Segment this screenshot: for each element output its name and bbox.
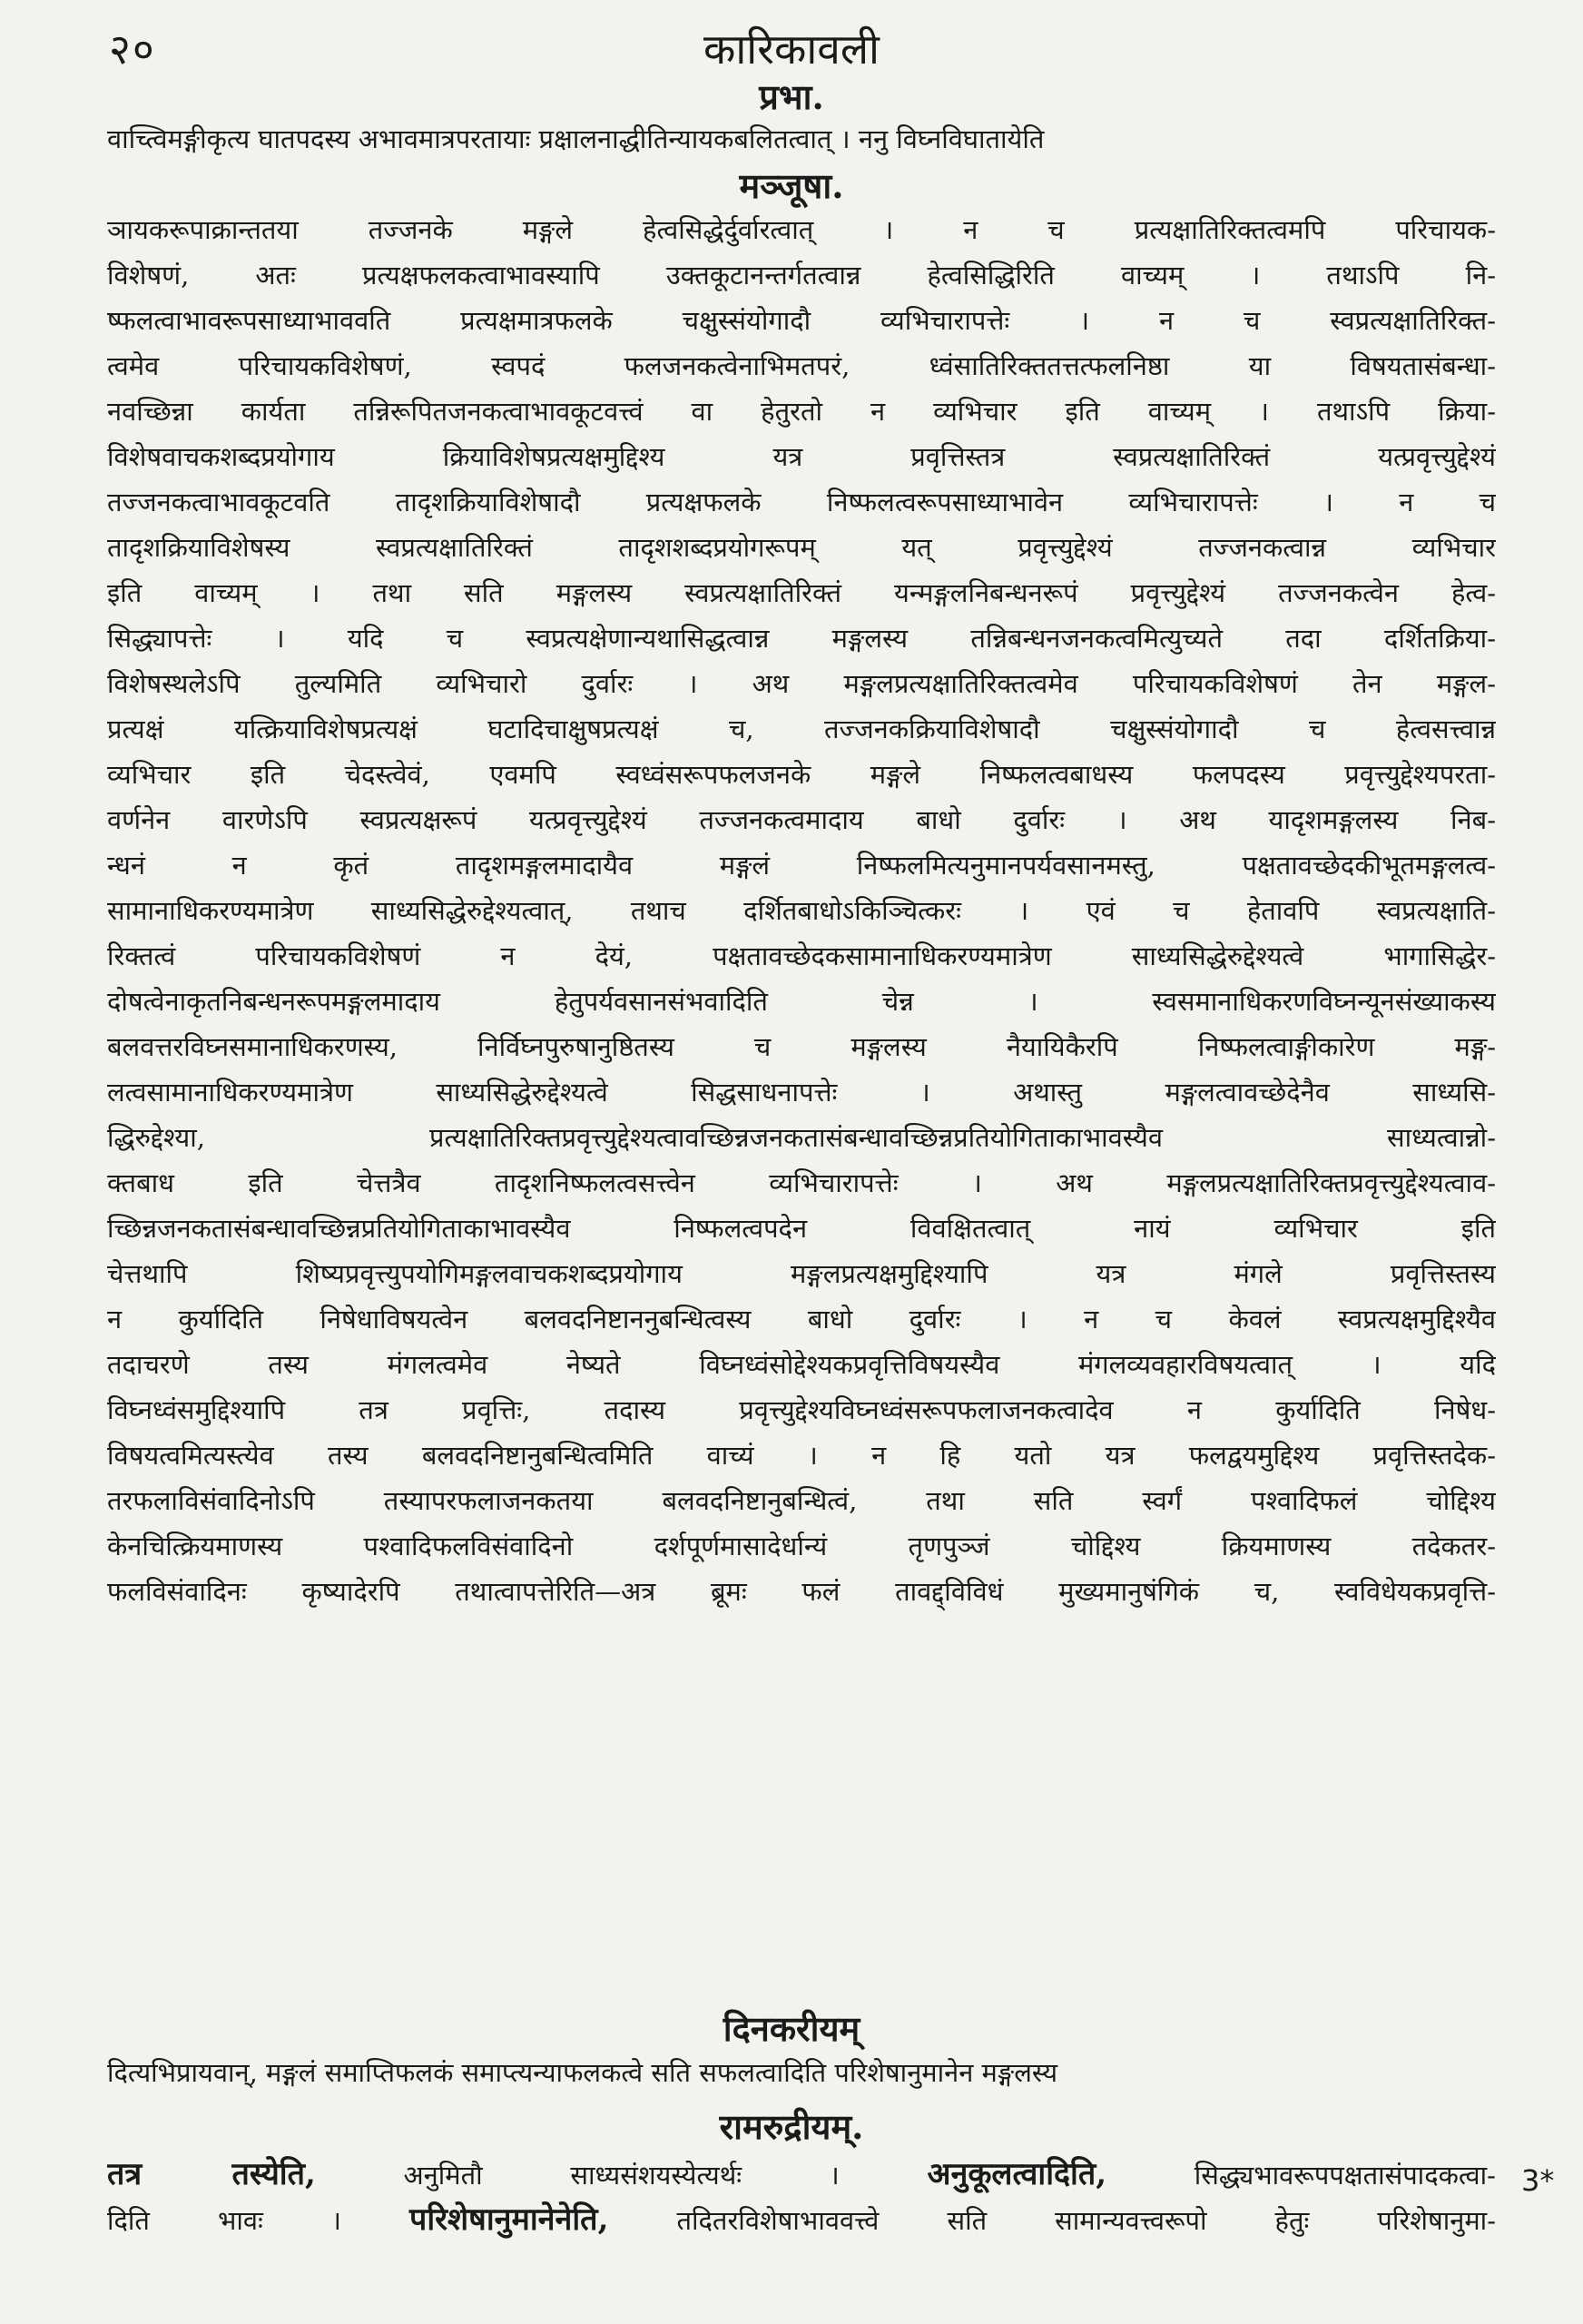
text-line: ञायकरूपाक्रान्ततया तज्जनके मङ्गले हेत्वसिद्धेर्दुर्वारत्वात् । न च प्रत्यक्षातिरिक्तत्वमपि परिचायक- bbox=[107, 214, 1496, 245]
text-line bbox=[107, 2197, 1496, 2242]
gloss-text: सिद्ध्यभावरूपपक्षतासंपादकत्वा- bbox=[1106, 2160, 1496, 2191]
page-number: २० bbox=[109, 25, 156, 74]
text-line: न्धनं न कृतं तादृशमङ्गलमादायैव मङ्गलं निष्फलमित्यनुमानपर्यवसानमस्तु, पक्षतावच्छेदकीभूतमङ्गलत्व- bbox=[107, 850, 1496, 881]
section-heading-dinakariyam: दिनकरीयम् bbox=[723, 2008, 860, 2049]
text-line: बलवत्तरविघ्नसमानाधिकरणस्य, निर्विघ्नपुरुषानुष्ठितस्य च मङ्गलस्य नैयायिकैरपि निष्फलत्वाङ्गीकारेण मङ्ग- bbox=[107, 1031, 1496, 1062]
text-line: क्तबाध इति चेत्तत्रैव तादृशनिष्फलत्वसत्त्वेन व्यभिचारापत्तेः । अथ मङ्गलप्रत्यक्षातिरिक्तप्रवृत्त्युद्देश्यत्वाव- bbox=[107, 1167, 1496, 1198]
text-line: लत्वसामानाधिकरण्यमात्रेण साध्यसिद्धेरुद्देश्यत्वे सिद्धसाधनापत्तेः । अथास्तु मङ्गलत्वावच्छेदेनैव साध्यसि- bbox=[107, 1077, 1496, 1108]
text-line: नवच्छिन्ना कार्यता तन्निरूपितजनकत्वाभावकूटवत्त्वं वा हेतुरतो न व्यभिचार इति वाच्यम् । तथाऽपि क्रिया- bbox=[107, 396, 1496, 427]
margin-note: 3* bbox=[1521, 2163, 1555, 2198]
text-line: त्वमेव परिचायकविशेषणं, स्वपदं फलजनकत्वेनाभिमतपरं, ध्वंसातिरिक्ततत्तत्फलनिष्ठा या विषयतासंबन्धा- bbox=[107, 350, 1496, 381]
text-line: सिद्ध्यापत्तेः । यदि च स्वप्रत्यक्षेणान्यथासिद्धत्वान्न मङ्गलस्य तन्निबन्धनजनकत्वमित्युच्यते तदा दर्शितक्रिया- bbox=[107, 623, 1496, 654]
text-line: चेत्तथापि शिष्यप्रवृत्त्युपयोगिमङ्गलवाचकशब्दप्रयोगाय मङ्गलप्रत्यक्षमुद्दिश्यापि यत्र मंगले प्रवृत्तिस्तस्य bbox=[107, 1258, 1496, 1289]
gloss-term: तत्र तस्येति, bbox=[107, 2156, 316, 2192]
text-line: ष्फलत्वाभावरूपसाध्याभाववति प्रत्यक्षमात्रफलके चक्षुस्संयोगादौ व्यभिचारापत्तेः । न च स्वप्रत्यक्षातिरिक्त- bbox=[107, 305, 1496, 336]
gloss-term: परिशेषानुमानेनेति, bbox=[409, 2201, 609, 2238]
text-line: तदाचरणे तस्य मंगलत्वमेव नेष्यते विघ्नध्वंसोद्देश्यकप्रवृत्तिविषयस्यैव मंगलव्यवहारविषयत्वात् । यदि bbox=[107, 1349, 1496, 1380]
section-heading-manjusha: मञ्जूषा. bbox=[739, 165, 844, 206]
section-heading-ramarudriyam: रामरुद्रीयम्. bbox=[719, 2106, 864, 2147]
text-line: प्रत्यक्षं यत्क्रियाविशेषप्रत्यक्षं घटादिचाक्षुषप्रत्यक्षं च, तज्जनकक्रियाविशेषादौ चक्षुस्संयोगादौ च हेत्वसत्त्वान्न bbox=[107, 714, 1496, 744]
text-line: सामानाधिकरण्यमात्रेण साध्यसिद्धेरुद्देश्यत्वात्, तथाच दर्शितबाधोऽकिञ्चित्करः । एवं च हेतावपि स्वप्रत्यक्षाति- bbox=[107, 895, 1496, 926]
section-heading-prabha: प्रभा. bbox=[759, 76, 824, 117]
gloss-text: तदितरविशेषाभाववत्त्वे सति सामान्यवत्त्वरूपो हेतुः परिशेषानुमा- bbox=[608, 2205, 1496, 2236]
dinakariyam-text bbox=[107, 2050, 1496, 2095]
running-title: कारिकावली bbox=[703, 25, 880, 74]
gloss-text: दिति भावः । bbox=[107, 2205, 410, 2236]
text-line: वाच्त्विमङ्गीकृत्य घातपदस्य अभावमात्रपरतायाः प्रक्षालनाद्धीतिन्यायकबलितत्वात् । ननु विघ्नविघातायेति bbox=[107, 123, 1045, 154]
prabha-text bbox=[107, 116, 1496, 162]
gloss-term: अनुकूलत्वादिति, bbox=[927, 2156, 1107, 2192]
manjusha-text bbox=[107, 207, 1496, 1614]
text-line: तरफलाविसंवादिनोऽपि तस्यापरफलाजनकतया बलवदनिष्टानुबन्धित्वं, तथा सति स्वर्गं पश्वादिफलं चोद्दिश्य bbox=[107, 1485, 1496, 1516]
text-line: वर्णनेन वारणेऽपि स्वप्रत्यक्षरूपं यत्प्रवृत्त्युद्देश्यं तज्जनकत्वमादाय बाधो दुर्वारः । अथ यादृशमङ्गलस्य निब- bbox=[107, 804, 1496, 835]
text-line: तादृशक्रियाविशेषस्य स्वप्रत्यक्षातिरिक्तं तादृशशब्दप्रयोगरूपम् यत् प्रवृत्त्युद्देश्यं तज्जनकत्वान्न व्यभिचार bbox=[107, 532, 1496, 563]
text-line bbox=[107, 2152, 1496, 2197]
gloss-text: अनुमितौ साध्यसंशयस्येत्यर्थः । bbox=[315, 2160, 928, 2191]
text-line: इति वाच्यम् । तथा सति मङ्गलस्य स्वप्रत्यक्षातिरिक्तं यन्मङ्गलनिबन्धनरूपं प्रवृत्त्युद्देश्यं तज्जनकत्वेन हेत्व- bbox=[107, 577, 1496, 608]
text-line: दित्यभिप्रायवान्, मङ्गलं समाप्तिफलकं समाप्त्यन्याफलकत्वे सति सफलत्वादिति परिशेषानुमानेन मङ्गलस्य bbox=[107, 2057, 1058, 2088]
text-line: विघ्नध्वंसमुद्दिश्यापि तत्र प्रवृत्तिः, तदास्य प्रवृत्त्युद्देश्यविघ्नध्वंसरूपफलाजनकत्वादेव न कुर्यादिति निषेध- bbox=[107, 1394, 1496, 1425]
text-line: विशेषणं, अतः प्रत्यक्षफलकत्वाभावस्यापि उक्तकूटानन्तर्गतत्वान्न हेत्वसिद्धिरिति वाच्यम् । तथाऽपि नि- bbox=[107, 260, 1496, 290]
text-line: व्यभिचार इति चेदस्त्वेवं, एवमपि स्वध्वंसरूपफलजनके मङ्गले निष्फलत्वबाधस्य फलपदस्य प्रवृत्त्युद्देश्यपरता- bbox=[107, 759, 1496, 790]
text-line: दोषत्वेनाकृतनिबन्धनरूपमङ्गलमादाय हेतुपर्यवसानसंभवादिति चेन्न । स्वसमानाधिकरणविघ्नन्यूनसंख्याकस्य bbox=[107, 986, 1496, 1017]
text-line: विषयत्वमित्यस्त्येव तस्य बलवदनिष्टानुबन्धित्वमिति वाच्यं । न हि यतो यत्र फलद्वयमुद्दिश्य प्रवृत्तिस्तदेक- bbox=[107, 1440, 1496, 1471]
text-line: केनचित्क्रियमाणस्य पश्वादिफलविसंवादिनो दर्शपूर्णमासादेर्धान्यं तृणपुञ्जं चोद्दिश्य क्रियमाणस्य तदेकतर- bbox=[107, 1531, 1496, 1561]
text-line: तज्जनकत्वाभावकूटवति तादृशक्रियाविशेषादौ प्रत्यक्षफलके निष्फलत्वरूपसाध्याभावेन व्यभिचारापत्तेः । न च bbox=[107, 487, 1496, 517]
text-line: फलविसंवादिनः कृष्यादेरपि तथात्वापत्तेरिति—अत्र ब्रूमः फलं तावद्द्विविधं मुख्यमानुषंगिकं च, स्वविधेयकप्रवृत्ति- bbox=[107, 1576, 1496, 1607]
text-line: च्छिन्नजनकतासंबन्धावच्छिन्नप्रतियोगिताकाभावस्यैव निष्फलत्वपदेन विवक्षितत्वात् नायं व्यभिचार इति bbox=[107, 1213, 1496, 1244]
text-line: रिक्तत्वं परिचायकविशेषणं न देयं, पक्षतावच्छेदकसामानाधिकरण्यमात्रेण साध्यसिद्धेरुद्देश्यत्वे भागासिद्धेर- bbox=[107, 940, 1496, 971]
text-line: द्धिरुद्देश्या, प्रत्यक्षातिरिक्तप्रवृत्त्युद्देश्यत्वावच्छिन्नजनकतासंबन्धावच्छिन्नप्रतियोगिताकाभावस्यैव साध्यत्वान्नो- bbox=[107, 1122, 1496, 1153]
text-line: विशेषस्थलेऽपि तुल्यमिति व्यभिचारो दुर्वारः । अथ मङ्गलप्रत्यक्षातिरिक्तत्वमेव परिचायकविशेषणं तेन मङ्गल- bbox=[107, 668, 1496, 699]
ramarudriyam-text bbox=[107, 2152, 1496, 2242]
text-line: न कुर्यादिति निषेधाविषयत्वेन बलवदनिष्टाननुबन्धित्वस्य बाधो दुर्वारः । न च केवलं स्वप्रत्यक्षमुद्दिश्यैव bbox=[107, 1304, 1496, 1334]
text-line: विशेषवाचकशब्दप्रयोगाय क्रियाविशेषप्रत्यक्षमुद्दिश्य यत्र प्रवृत्तिस्तत्र स्वप्रत्यक्षातिरिक्तं यत्प्रवृत्त्युद्देश्यं bbox=[107, 441, 1496, 472]
